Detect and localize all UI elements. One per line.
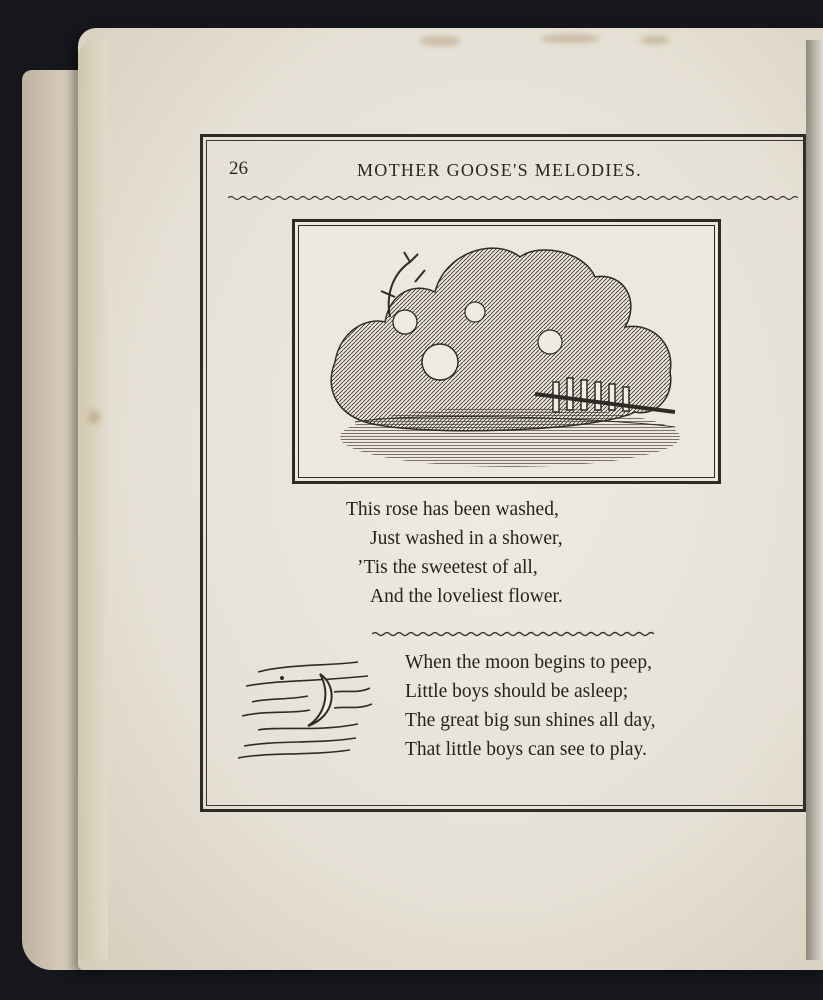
foxing-stain bbox=[420, 36, 460, 46]
wavy-rule-top bbox=[228, 192, 798, 204]
poem-line: Just washed in a shower, bbox=[370, 528, 563, 549]
foxing-stain bbox=[540, 34, 600, 43]
page-gutter-shadow bbox=[78, 40, 108, 960]
facing-page-edge bbox=[806, 40, 823, 960]
wavy-rule-middle bbox=[372, 628, 656, 640]
page-number: 26 bbox=[229, 158, 248, 179]
poem-line: And the loveliest flower. bbox=[370, 586, 563, 607]
rose-bush-fence-woodcut-icon bbox=[295, 222, 718, 481]
moon-poem bbox=[405, 648, 656, 764]
foxing-stain bbox=[640, 36, 670, 44]
poem-line: The great big sun shines all day, bbox=[405, 710, 656, 731]
poem-line: Little boys should be asleep; bbox=[405, 681, 629, 702]
poem-line: That little boys can see to play. bbox=[405, 739, 647, 760]
poem-line: This rose has been washed, bbox=[346, 499, 559, 520]
running-title: MOTHER GOOSE'S MELODIES. bbox=[357, 160, 642, 180]
foxing-stain bbox=[88, 410, 100, 424]
crescent-moon-woodcut-icon bbox=[238, 652, 378, 770]
rose-illustration-plate bbox=[292, 219, 721, 484]
poem-line: When the moon begins to peep, bbox=[405, 652, 652, 673]
rose-poem bbox=[346, 495, 563, 611]
poem-line: ’Tis the sweetest of all, bbox=[357, 557, 538, 578]
